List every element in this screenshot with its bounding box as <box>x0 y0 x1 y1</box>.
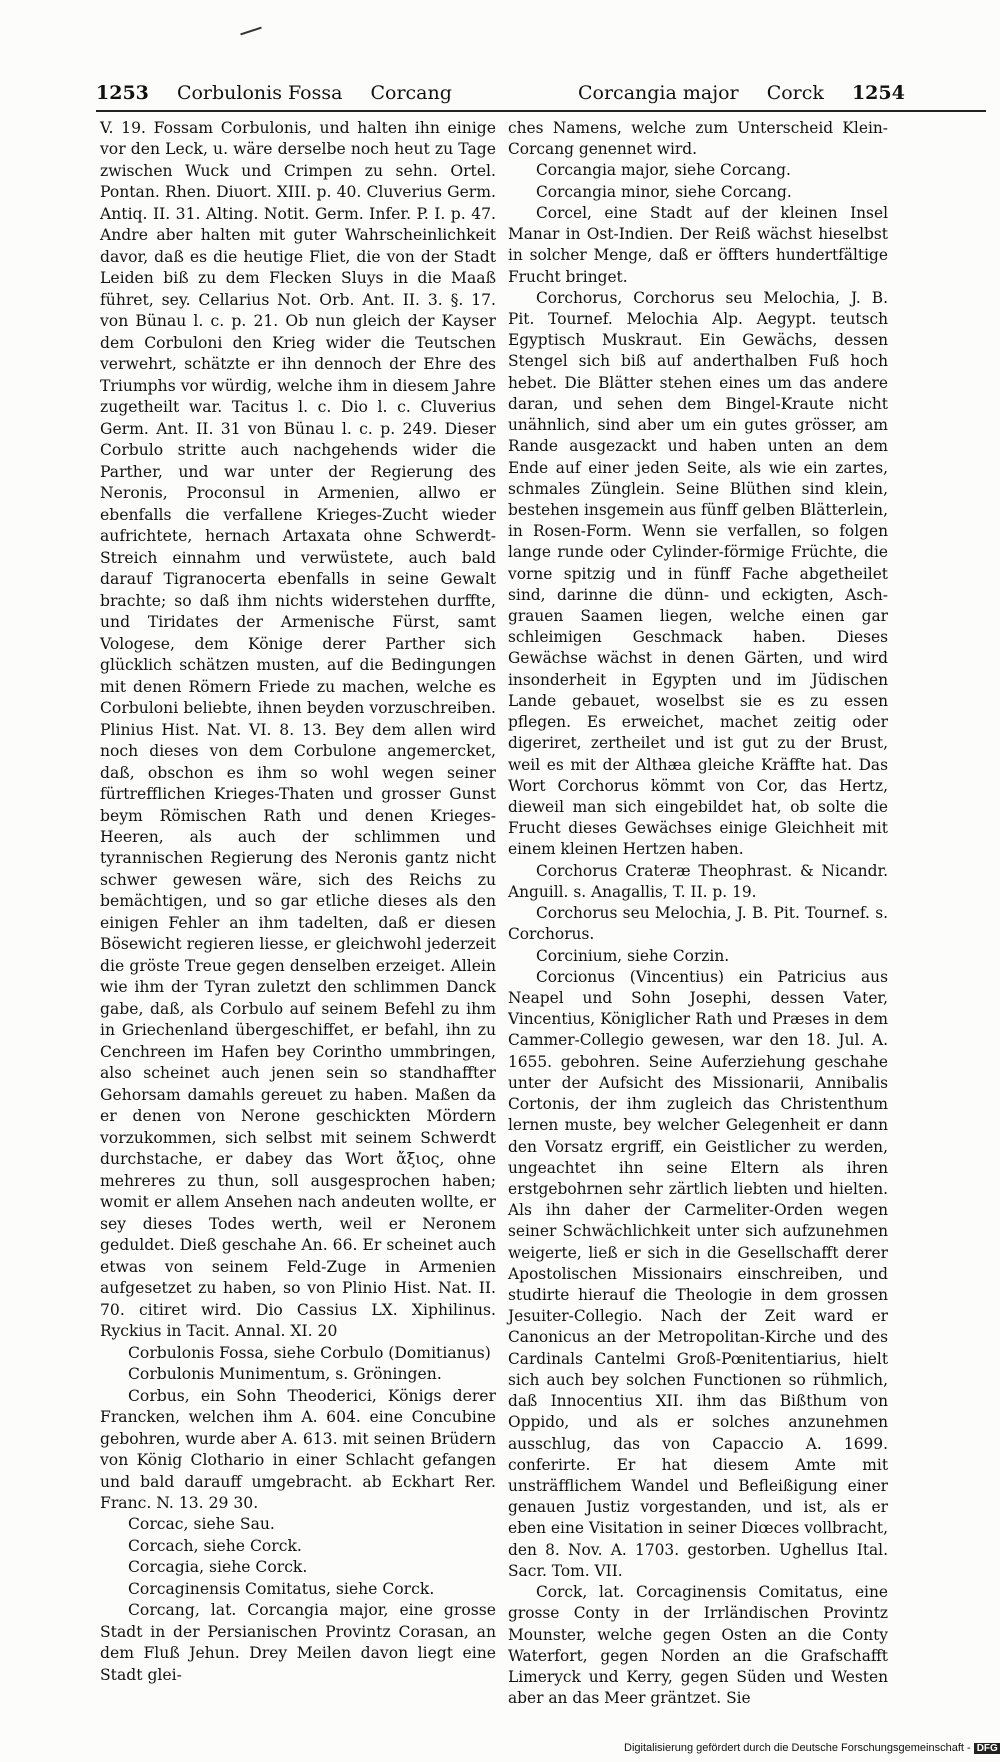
dictionary-entry: Corcangia major, siehe Corcang. <box>536 161 791 180</box>
left-page-header <box>96 78 474 108</box>
dictionary-entry: Corchorus, Corchorus seu Melochia, J. B. Pit. Tournef. Melochia Alp. Aegypt. teutsch Egyptisch Muskraut. Ein Gewächs, dessen Stengel sich biß auf anderthalben Fuß hoch hebet. Die Blätter stehen eines um das andere daran, und sehen dem Bingel-Kraute nicht unähnlich, sind aber um ein gutes grösser, am Rande ausgezackt und haben unten an dem Ende auf einer jeden Seite, als wie ein zartes, schmales Zünglein. Seine Blüthen sind klein, bestehen insgemein aus fünff gelben Blätterlein, in Rosen-Form. Wenn sie verfallen, so folgen lange runde oder Cylinder-förmige Früchte, die vorne spitzig und in fünff Fache abgetheilet sind, darinne die dünn- und eckigten, Asch-grauen Saamen liegen, welche einen gar schleimigen Geschmack haben. Dieses Gewächse wächst in denen Gärten, und wird insonderheit in Egypten und im Jüdischen Lande gebauet, woselbst sie es zu essen pflegen. Es erweichet, machet zeitig oder digeriret, zertheilet und ist gut zu der Brust, weil es mit der Althæa gleiche Kräffte hat. Das Wort Corchorus kömmt von Cor, das Hertz, dieweil man sich eingebildet hat, ob solte die Frucht dieses Gewächses einige Gleichheit mit einem kleinen Hertzen haben. <box>508 288 888 859</box>
right-page-header <box>578 78 927 108</box>
dictionary-entry: Corchorus Crateræ Theophrast. & Nicandr. Anguill. s. Anagallis, T. II. p. 19. <box>508 861 888 901</box>
entry-continuation: ches Namens, welche zum Unterscheid Klein-Corcang genennet wird. <box>508 119 888 159</box>
left-page-number: 1253 <box>96 82 149 104</box>
dictionary-entry: Corbus, ein Sohn Theoderici, Königs derer Francken, welchen ihm A. 604. eine Concubine gebohren, wurde aber A. 613. mit seinen Brüdern von König Clothario in einer Schlacht gefangen und bald darauff umgebracht. ab Eckhart Rer. Franc. N. 13. 29 30. <box>100 1386 496 1512</box>
right-guide-word-1: Corcangia major <box>578 82 739 104</box>
dictionary-entry: Corcinium, siehe Corzin. <box>536 946 730 965</box>
left-guide-word-1: Corbulonis Fossa <box>176 82 343 104</box>
dictionary-entry: Corcac, siehe Sau. <box>128 1515 275 1534</box>
dictionary-entry: Corcaginensis Comitatus, siehe Corck. <box>128 1579 435 1598</box>
dictionary-entry: Corcionus (Vincentius) ein Patricius aus Neapel und Sohn Josephi, dessen Vater, Vincentius, Königlicher Rath und Præses in dem Cammer-Collegio gewesen, war den 18. Jul. A. 1655. gebohren. Seine Auferziehung geschahe unter der Aufsicht des Missionarii, Annibalis Cortonis, der ihm zugleich das Christenthum lernen muste, bey welcher Gelegenheit er dann den Vorsatz ergriff, ein Geistlicher zu werden, ungeachtet ihn seine Eltern als ihren erstgebohrnen sehr zärtlich liebten und hielten. Als ihn daher der Carmeliter-Orden wegen seiner Schwächlichkeit unter sich aufzunehmen weigerte, ließ er sich in die Gesellschafft derer Apostolischen Missionairs einschreiben, und studirte hierauf die Theologie in dem grossen Jesuiter-Collegio. Nach der Zeit ward er Canonicus an der Metropolitan-Kirche und des Cardinals Cantelmi Groß-Pœnitentiarius, hielt sich auch bey solchen Functionen so rühmlich, daß Innocentius XII. ihm das Bißthum von Oppido, und als er solches anzunehmen ausschlug, das von Capaccio A. 1699. conferirte. Er hat diesem Amte mit unsträfflichem Wandel und Befleißigung einer genauen Justiz vorgestanden, und ist, als er eben eine Visitation in seiner Diœces vollbracht, den 8. Nov. A. 1703. gestorben. Ughellus Ital. Sacr. Tom. VII. <box>508 967 888 1580</box>
ink-mark <box>240 27 262 36</box>
dictionary-entry: Corcangia minor, siehe Corcang. <box>536 182 792 201</box>
right-page-number: 1254 <box>851 82 905 104</box>
right-guide-word-2: Corck <box>766 82 824 104</box>
dictionary-entry: Corbulonis Munimentum, s. Gröningen. <box>128 1365 442 1384</box>
dictionary-entry: Corcel, eine Stadt auf der kleinen Insel Manar in Ost-Indien. Der Reiß wächst hieselbst in solcher Menge, daß er öffters hundertfältige Frucht bringet. <box>508 203 888 286</box>
right-column <box>508 118 888 1709</box>
left-column <box>100 118 496 1686</box>
footer-text: Digitalisierung gefördert durch die Deutsche Forschungsgemeinschaft - <box>624 1742 971 1754</box>
left-guide-word-2: Corcang <box>370 82 452 104</box>
dictionary-entry: Corcagia, siehe Corck. <box>128 1558 308 1577</box>
entry-continuation: V. 19. Fossam Corbulonis, und halten ihn einige vor den Leck, u. wäre derselbe noch heut zu Tage zwischen Wuck und Crimpen zu sehn. Ortel. Pontan. Rhen. Diuort. XIII. p. 40. Cluverius Germ. Antiq. II. 31. Alting. Notit. Germ. Infer. P. I. p. 47. Andre aber halten mit guter Wahrscheinlichkeit davor, daß es die heutige Fliet, die von der Stadt Leiden biß zu dem Flecken Sluys in die Maaß führet, sey. Cellarius Not. Orb. Ant. II. 3. §. 17. von Bünau l. c. p. 21. Ob nun gleich der Kayser dem Corbuloni den Krieg wider die Teutschen verwehrt, schätzte er ihn dennoch der Ehre des Triumphs vor würdig, welche ihm in diesem Jahre zugetheilt war. Tacitus l. c. Dio l. c. Cluverius Germ. Ant. II. 31 von Bünau l. c. p. 249. Dieser Corbulo stritte auch nachgehends wider die Parther, und war unter der Regierung des Neronis, Proconsul in Armenien, allwo er ebenfalls die verfallene Krieges-Zucht wieder aufrichtete, hernach Artaxata ohne Schwerdt-Streich einnahm und verwüstete, auch bald darauf Tigranocerta ebenfalls in seine Gewalt brachte; so daß ihm nichts widerstehen durffte, und Tiridates der Armenische Fürst, samt Vologese, dem Könige derer Parther sich glücklich schätzen musten, auf die Bedingungen mit denen Römern Friede zu machen, welche es Corbuloni beliebte, ihnen beyden vorzuschreiben. Plinius Hist. Nat. VI. 8. 13. Bey dem allen wird noch dieses von dem Corbulone angemercket, daß, obschon es ihm so wohl wegen seiner fürtrefflichen Krieges-Thaten und grosser Gunst beym Römischen Rath und denen Krieges-Heeren, als auch der schlimmen und tyrannischen Regierung des Neronis gantz nicht schwer gewesen wäre, sich des Reichs zu bemächtigen, und so gar etliche dieses als den einigen Fehler an ihm tadelten, daß er diesen Bösewicht regieren liesse, er gleichwohl jederzeit die gröste Treue gegen denselben erzeiget. Allein wie ihm der Tyran zuletzt den schlimmen Danck gabe, daß, als Corbulo auf seinem Befehl zu ihm in Griechenland übergeschiffet, er befahl, ihn zu Cenchreen im Hafen bey Corintho ummbringen, also scheinet auch jenen sein so standhaffter Gehorsam damahls gereuet zu haben. Maßen da er denen von Nerone geschickten Mördern vorzukommen, sich selbst mit seinem Schwerdt durchstache, er dabey das Wort ἄξιος, ohne mehreres zu thun, soll ausgesprochen haben; womit er allem Ansehen nach andeuten wollte, er sey dieses Todes werth, weil er Neronem geduldet. Dieß geschahe An. 66. Er scheinet auch etwas von seinem Feld-Zuge in Armenien aufgesetzet zu haben, so von Plinio Hist. Nat. II. 70. citiret wird. Dio Cassius LX. Xiphilinus. Ryckius in Tacit. Annal. XI. 20 <box>100 119 496 1341</box>
header-rule <box>96 110 986 112</box>
dictionary-entry: Corbulonis Fossa, siehe Corbulo (Domitianus) <box>128 1343 491 1362</box>
dictionary-entry: Corcach, siehe Corck. <box>128 1536 302 1555</box>
dictionary-entry: Corchorus seu Melochia, J. B. Pit. Tournef. s. Corchorus. <box>508 904 888 944</box>
dfg-logo: DFG <box>974 1743 1000 1754</box>
dictionary-entry: Corcang, lat. Corcangia major, eine grosse Stadt in der Persianischen Provintz Corasan, an dem Fluß Jehun. Drey Meilen davon liegt eine Stadt glei- <box>100 1601 496 1684</box>
digitization-footer <box>624 1742 1000 1754</box>
dictionary-entry: Corck, lat. Corcaginensis Comitatus, eine grosse Conty in der Irrländischen Provintz Mounster, welche gegen Osten an die Conty Waterfort, gegen Norden an die Grafschafft Limeryck und Kerry, gegen Süden und Westen aber an das Meer gräntzet. Sie <box>508 1583 888 1708</box>
